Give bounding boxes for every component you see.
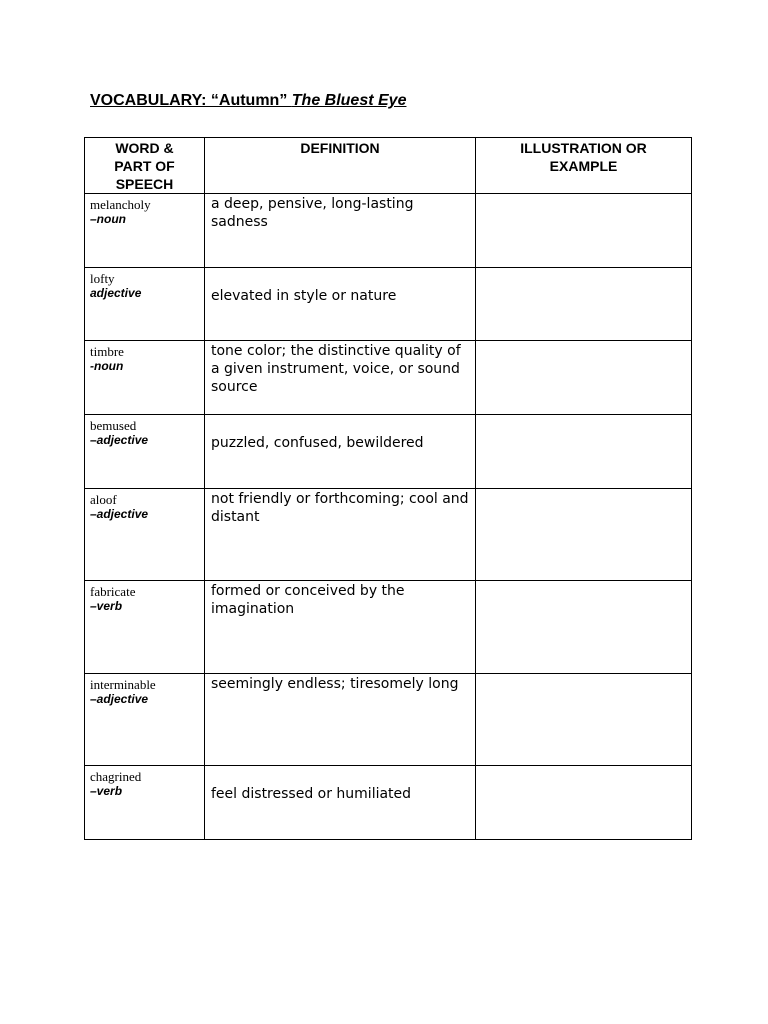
definition-cell [205,766,476,840]
word: melancholy [90,197,151,212]
title-prefix: VOCABULARY: “Autumn” [90,92,292,109]
definition-text: feel distressed or humiliated [211,786,412,802]
word-cell [85,766,205,840]
header-illustration: ILLUSTRATION OR EXAMPLE [476,138,692,194]
table-row [85,489,692,581]
header-word: WORD & PART OF SPEECH [85,138,205,194]
illustration-cell[interactable] [476,489,692,581]
word-cell [85,415,205,489]
definition-cell: formed or conceived by the imagination [205,581,476,674]
word: timbre [90,344,124,359]
word-cell [85,194,205,268]
illustration-cell[interactable] [476,268,692,341]
table-row [85,766,692,840]
definition-text: elevated in style or nature [211,288,397,304]
word-cell [85,581,205,674]
table-row [85,341,692,415]
definition-cell: not friendly or forthcoming; cool and distant [205,489,476,581]
word-cell [85,674,205,766]
part-of-speech: –noun [90,212,126,226]
part-of-speech: adjective [90,286,142,300]
header-row [85,138,692,194]
title-book: The Bluest Eye [291,92,407,109]
word-cell [85,341,205,415]
word-cell [85,268,205,341]
illustration-cell[interactable] [476,581,692,674]
part-of-speech: -noun [90,359,124,373]
vocabulary-table [84,137,692,840]
illustration-cell[interactable] [476,341,692,415]
word: chagrined [90,769,142,784]
header-definition: DEFINITION [205,138,476,194]
illustration-cell[interactable] [476,766,692,840]
definition-cell: seemingly endless; tiresomely long [205,674,476,766]
part-of-speech: –adjective [90,692,149,706]
table-row [85,194,692,268]
definition-text: puzzled, confused, bewildered [211,435,424,451]
page-title [90,91,406,111]
word: interminable [90,677,156,692]
table-row [85,268,692,341]
word: aloof [90,492,117,507]
illustration-cell[interactable] [476,415,692,489]
word: fabricate [90,584,136,599]
part-of-speech: –verb [90,784,123,798]
illustration-cell[interactable] [476,194,692,268]
table-row [85,674,692,766]
definition-cell: a deep, pensive, long-lasting sadness [205,194,476,268]
definition-cell [205,268,476,341]
word: lofty [90,271,115,286]
part-of-speech: –adjective [90,507,149,521]
part-of-speech: –verb [90,599,123,613]
table-row [85,581,692,674]
illustration-cell[interactable] [476,674,692,766]
word-cell [85,489,205,581]
table-row [85,415,692,489]
definition-cell: tone color; the distinctive quality of a given instrument, voice, or sound source [205,341,476,415]
definition-cell [205,415,476,489]
word: bemused [90,418,137,433]
part-of-speech: –adjective [90,433,149,447]
